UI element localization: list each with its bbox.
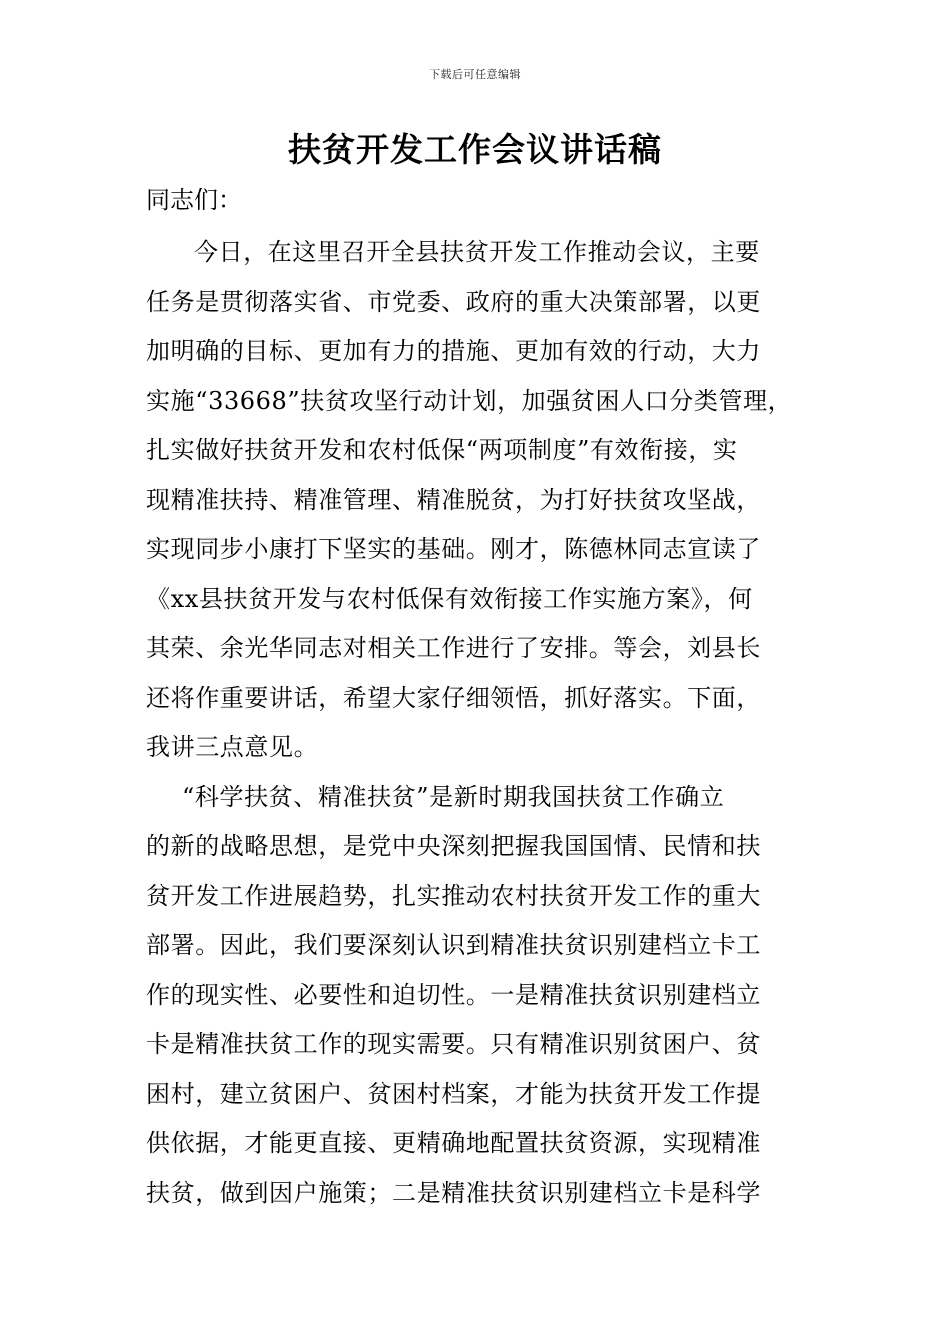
- paragraph-line: 实施“33668”扶贫攻坚行动计划，加强贫困人口分类管理，: [146, 386, 793, 415]
- paragraph-line: 加明确的目标、更加有力的措施、更加有效的行动，大力: [146, 337, 761, 365]
- salutation: 同志们：: [146, 186, 242, 214]
- paragraph-line: 《xx县扶贫开发与农村低保有效衔接工作实施方案》，何: [146, 584, 753, 613]
- paragraph-line: 任务是贯彻落实省、市党委、政府的重大决策部署，以更: [146, 287, 761, 316]
- paragraph-line: 扎实做好扶贫开发和农村低保“两项制度”有效衔接，实: [146, 436, 738, 464]
- paragraph-line: 还将作重要讲话，希望大家仔细领悟，抓好落实。下面，: [146, 683, 761, 712]
- paragraph-line: 供依据，才能更直接、更精确地配置扶贫资源，实现精准: [146, 1129, 761, 1157]
- paragraph-line: 部署。因此，我们要深刻认识到精准扶贫识别建档立卡工: [146, 931, 761, 959]
- paragraph-line: 作的现实性、必要性和迫切性。一是精准扶贫识别建档立: [146, 980, 761, 1009]
- paragraph-line: 其荣、余光华同志对相关工作进行了安排。等会，刘县长: [146, 634, 761, 662]
- paragraph-line: “科学扶贫、精准扶贫”是新时期我国扶贫工作确立: [182, 782, 725, 811]
- body-text: [146, 228, 826, 1218]
- paragraph-line: 卡是精准扶贫工作的现实需要。只有精准识别贫困户、贫: [146, 1030, 761, 1058]
- paragraph-line: 贫开发工作进展趋势，扎实推动农村扶贫开发工作的重大: [146, 881, 761, 910]
- paragraph-line: 的新的战略思想，是党中央深刻把握我国国情、民情和扶: [146, 832, 761, 860]
- paragraph-line: 实现同步小康打下坚实的基础。刚才，陈德林同志宣读了: [146, 535, 761, 563]
- paragraph-line: 困村，建立贫困户、贫困村档案，才能为扶贫开发工作提: [146, 1079, 761, 1108]
- paragraph-line: 扶贫，做到因户施策；二是精准扶贫识别建档立卡是科学: [146, 1178, 761, 1207]
- header-note: 下载后可任意编辑: [429, 68, 521, 81]
- paragraph-line: 现精准扶持、精准管理、精准脱贫，为打好扶贫攻坚战，: [146, 485, 761, 514]
- paragraph-line: 我讲三点意见。: [146, 733, 319, 761]
- document-title: 扶贫开发工作会议讲话稿: [288, 130, 662, 169]
- paragraph-line: 今日，在这里召开全县扶贫开发工作推动会议，主要: [194, 238, 760, 266]
